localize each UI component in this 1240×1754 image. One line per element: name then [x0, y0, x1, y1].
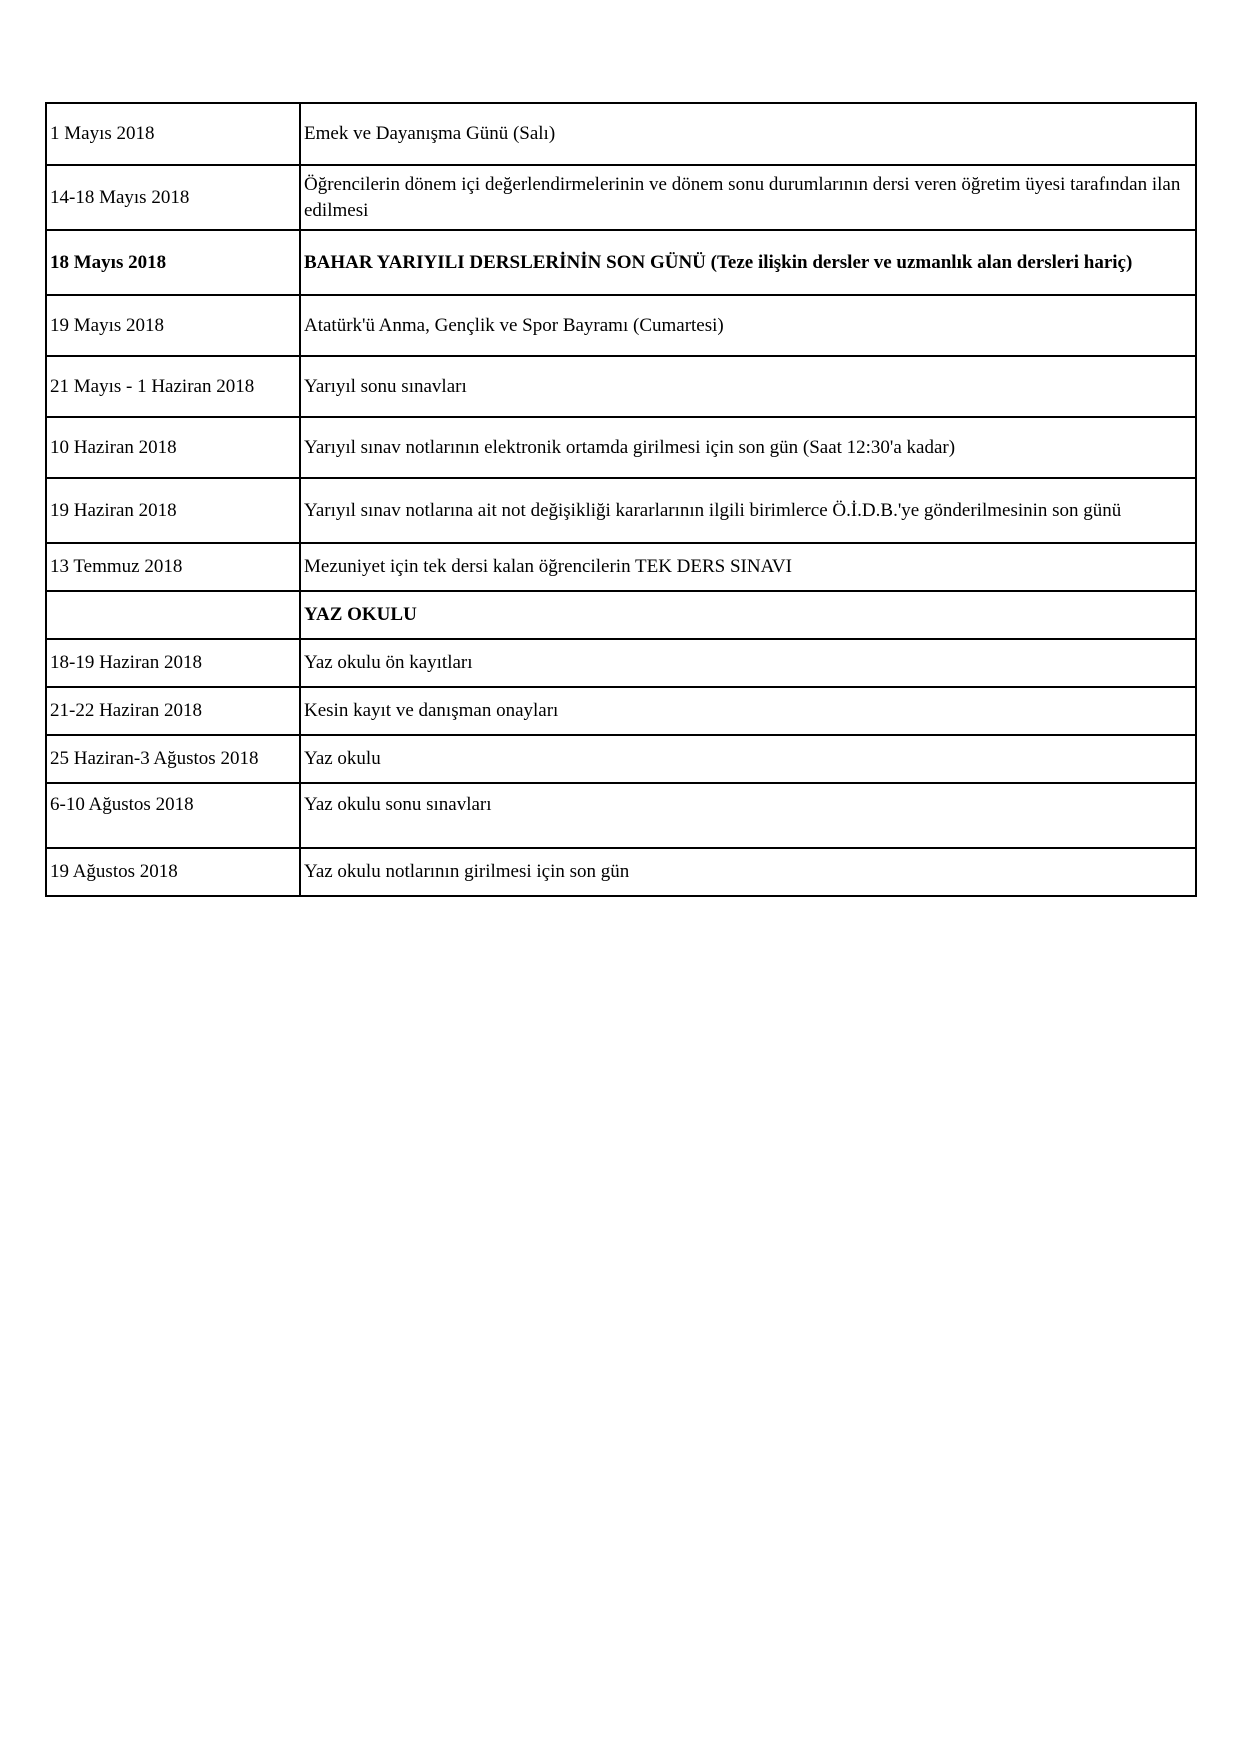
- section-header-row: [46, 591, 1196, 639]
- date-cell: [46, 591, 300, 639]
- event-cell: Atatürk'ü Anma, Gençlik ve Spor Bayramı (Cumartesi): [300, 295, 1196, 356]
- table-row: [46, 230, 1196, 295]
- event-cell: Yaz okulu notlarının girilmesi için son gün: [300, 848, 1196, 896]
- event-cell: Yarıyıl sınav notlarının elektronik ortamda girilmesi için son gün (Saat 12:30'a kadar): [300, 417, 1196, 478]
- event-cell: Öğrencilerin dönem içi değerlendirmelerinin ve dönem sonu durumlarının dersi veren öğretim üyesi tarafından ilan edilmesi: [300, 165, 1196, 230]
- event-cell: Kesin kayıt ve danışman onayları: [300, 687, 1196, 735]
- date-cell: 18 Mayıs 2018: [46, 230, 300, 295]
- table-row: [46, 356, 1196, 417]
- date-cell: 14-18 Mayıs 2018: [46, 165, 300, 230]
- date-cell: 19 Ağustos 2018: [46, 848, 300, 896]
- table-row: [46, 417, 1196, 478]
- table-row: [46, 639, 1196, 687]
- table-row: [46, 478, 1196, 543]
- date-cell: 13 Temmuz 2018: [46, 543, 300, 591]
- academic-calendar-table: [45, 102, 1197, 897]
- table-row: [46, 783, 1196, 848]
- event-cell: Yarıyıl sonu sınavları: [300, 356, 1196, 417]
- section-title: YAZ OKULU: [300, 591, 1196, 639]
- event-cell: Mezuniyet için tek dersi kalan öğrencilerin TEK DERS SINAVI: [300, 543, 1196, 591]
- date-cell: 1 Mayıs 2018: [46, 103, 300, 165]
- date-cell: 19 Mayıs 2018: [46, 295, 300, 356]
- date-cell: 19 Haziran 2018: [46, 478, 300, 543]
- date-cell: 21 Mayıs - 1 Haziran 2018: [46, 356, 300, 417]
- table-row: [46, 543, 1196, 591]
- table-row: [46, 735, 1196, 783]
- table-row: [46, 103, 1196, 165]
- event-cell: Emek ve Dayanışma Günü (Salı): [300, 103, 1196, 165]
- event-cell: BAHAR YARIYILI DERSLERİNİN SON GÜNÜ (Teze ilişkin dersler ve uzmanlık alan dersleri hariç): [300, 230, 1196, 295]
- date-cell: 21-22 Haziran 2018: [46, 687, 300, 735]
- event-cell: Yarıyıl sınav notlarına ait not değişikliği kararlarının ilgili birimlerce Ö.İ.D.B.'ye gönderilmesinin son günü: [300, 478, 1196, 543]
- table-row: [46, 165, 1196, 230]
- table-row: [46, 687, 1196, 735]
- table-row: [46, 848, 1196, 896]
- event-cell: Yaz okulu ön kayıtları: [300, 639, 1196, 687]
- event-cell: Yaz okulu: [300, 735, 1196, 783]
- date-cell: 18-19 Haziran 2018: [46, 639, 300, 687]
- date-cell: 10 Haziran 2018: [46, 417, 300, 478]
- date-cell: 25 Haziran-3 Ağustos 2018: [46, 735, 300, 783]
- table-row: [46, 295, 1196, 356]
- date-cell: 6-10 Ağustos 2018: [46, 783, 300, 848]
- event-cell: Yaz okulu sonu sınavları: [300, 783, 1196, 848]
